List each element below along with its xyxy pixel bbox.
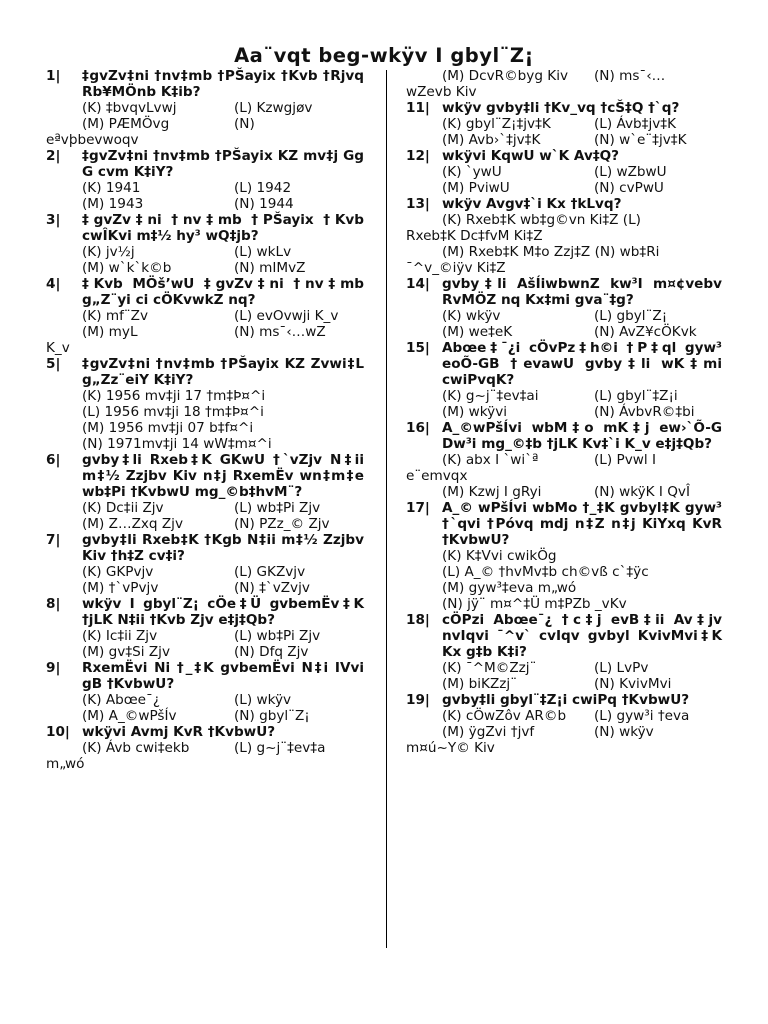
- option-row: [406, 484, 722, 500]
- option: (L) 1942: [234, 180, 292, 196]
- option: (M) 1943: [82, 196, 144, 212]
- option: (M) ÿgZvi †jvf: [442, 724, 535, 740]
- option: (K) Abœe¯¿: [82, 692, 161, 708]
- option: (M) Kzwj I gRyi: [442, 484, 542, 500]
- question-number: 1|: [46, 68, 61, 84]
- question-item: [46, 148, 364, 212]
- question-header: [46, 596, 364, 628]
- option-row: [406, 724, 722, 740]
- question-number: 3|: [46, 212, 61, 228]
- question-text: gvby‡li gbyl¨‡Z¡i cwiPq †KvbwU?: [442, 692, 690, 708]
- question-number: 2|: [46, 148, 61, 164]
- option-row: [46, 740, 364, 756]
- option: (N) jÿ¨ m¤^‡Ü m‡PZb _vKv: [442, 596, 627, 612]
- question-header: [406, 340, 722, 388]
- question-item: [406, 196, 722, 276]
- question-header: [406, 276, 722, 308]
- question-text: wkÿv I gbyl¨Z¡ cÖe‡Ü gvbemËv‡K †jLK N‡ii †Kvb Zjv e‡j‡Qb?: [82, 596, 364, 628]
- option: (L) gbyl¨‡Z¡i: [594, 388, 678, 404]
- question-header: [46, 660, 364, 692]
- option: (N) AvZ¥cÖKvk: [594, 324, 697, 340]
- question-item: [46, 276, 364, 356]
- option: (M) PÆMÖvg: [82, 116, 170, 132]
- question-item: [46, 660, 364, 724]
- question-item: [406, 692, 722, 756]
- option: (N) mIMvZ: [234, 260, 306, 276]
- option-row: [46, 580, 364, 596]
- option: (M) wkÿvi: [442, 404, 508, 420]
- option: (L) evOvwji K_v: [234, 308, 339, 324]
- question-number: 4|: [46, 276, 61, 292]
- question-text: A_©wPšÍvi wbM‡o mK‡j ew›`Õ-G Dw³i mg_©‡b †jLK Kv‡`i K_v e‡j‡Qb?: [442, 420, 722, 452]
- option: (N) gbyl¨Z¡: [234, 708, 310, 724]
- question-item: [46, 452, 364, 532]
- option: (N): [234, 116, 255, 132]
- option-continuation: wZevb Kiv: [406, 84, 477, 100]
- option-row: [46, 260, 364, 276]
- option: (L) gyw³i †eva: [594, 708, 690, 724]
- option-row: [46, 708, 364, 724]
- question-header: [406, 100, 722, 116]
- option: (L) wb‡Pi Zjv: [234, 500, 321, 516]
- option-m: (M) DcvR©byg Kiv: [442, 68, 569, 84]
- question-header: [46, 276, 364, 308]
- option: (L) wkLv: [234, 244, 292, 260]
- option-row: [46, 644, 364, 660]
- option: (M) biKZzj¨: [442, 676, 517, 692]
- option: (N) wkÿv: [594, 724, 654, 740]
- option: (K) mf¨Zv: [82, 308, 149, 324]
- option: (K) `ywU: [442, 164, 502, 180]
- question-number: 18|: [406, 612, 430, 628]
- question-item: [406, 100, 722, 148]
- option: (M) gv‡Si Zjv: [82, 644, 170, 660]
- question-header: [406, 500, 722, 548]
- option: (K) 1941: [82, 180, 141, 196]
- option-row: [46, 180, 364, 196]
- option-row: [406, 324, 722, 340]
- question-header: [46, 532, 364, 564]
- option: (L) gbyl¨Z¡: [594, 308, 668, 324]
- question-text: wkÿv gvby‡li †Kv_vq †cŠ‡Q †`q?: [442, 100, 680, 116]
- question-item: [46, 724, 364, 772]
- left-column: [46, 68, 364, 772]
- option: (K) Ávb cwi‡ekb: [82, 740, 190, 756]
- option: (M) Avb›`‡jv‡K: [442, 132, 541, 148]
- option: (L) A_© †hvMv‡b ch©vß c`‡ÿc: [442, 564, 649, 580]
- option: (M) †`vPvjv: [82, 580, 159, 596]
- option-row: [406, 308, 722, 324]
- option: (L) g~j¨‡ev‡a: [234, 740, 326, 756]
- option-row: [406, 404, 722, 420]
- question-number: 14|: [406, 276, 430, 292]
- option-continuation: eªvþbevwoqv: [46, 132, 139, 148]
- question-text: gvby‡li AšÍiwbwnZ kw³I m¤¢vebv RvMÖZ nq Kx‡mi gva¨‡g?: [442, 276, 722, 308]
- question-header: [46, 724, 364, 740]
- question-item: [406, 276, 722, 340]
- option: (K) 1956 mv‡ji 17 †m‡Þ¤^i: [82, 388, 266, 404]
- question-item: [406, 612, 722, 692]
- question-text: ‡Kvb MÖš’wU ‡gvZv‡ni †nv‡mb g„Z¨yi ci cÖKvwkZ nq?: [82, 276, 364, 308]
- question-number: 6|: [46, 452, 61, 468]
- question-item: [46, 356, 364, 452]
- question-number: 19|: [406, 692, 430, 708]
- option: (K) ‡bvqvLvwj: [82, 100, 177, 116]
- option: (N) PZz_© Zjv: [234, 516, 330, 532]
- question-number: 10|: [46, 724, 70, 740]
- option: (N) Dfq Zjv: [234, 644, 309, 660]
- question-number: 17|: [406, 500, 430, 516]
- column-divider: [386, 70, 387, 948]
- question-text: gvby‡li Rxeb‡K GKwU †`vZjv N‡ii m‡½ Zzjbv Kiv n‡j RxemËv wn‡m‡e wb‡Pi †KvbwU mg_©b‡hvM¨?: [82, 452, 364, 500]
- question-header: [46, 356, 364, 388]
- option-line: ¯^v_©iÿv Ki‡Z: [406, 260, 506, 276]
- question-item: [406, 500, 722, 612]
- question-text: A_© wPšÍvi wbMo †_‡K gvbyl‡K gyw³ †`qvi †Póvq mdj n‡Z n‡j KiYxq KvR †KvbwU?: [442, 500, 722, 548]
- option: (N) w`e¨‡jv‡K: [594, 132, 687, 148]
- option: (K) Ic‡ii Zjv: [82, 628, 158, 644]
- option: (L) 1956 mv‡ji 18 †m‡Þ¤^i: [82, 404, 264, 420]
- option-row: [46, 692, 364, 708]
- question-number: 7|: [46, 532, 61, 548]
- question-header: [46, 452, 364, 500]
- question-text: wkÿvi Avmj KvR †KvbwU?: [82, 724, 276, 740]
- option: (K) GKPvjv: [82, 564, 154, 580]
- option: (L) wZbwU: [594, 164, 667, 180]
- option: (N) ÁvbvR©‡bi: [594, 404, 695, 420]
- option: (K) cÖwZôv AR©b: [442, 708, 567, 724]
- question-text: cÖPzi Abœe¯¿ †c‡j evB‡ii Av‡jv nvIqvi ¯^v` cvIqv gvbyl KvivMvi‡K Kx g‡b K‡i?: [442, 612, 722, 660]
- question-item: [46, 212, 364, 276]
- option: (M) PviwU: [442, 180, 510, 196]
- question-number: 9|: [46, 660, 61, 676]
- right-question-list: [406, 100, 722, 756]
- question-header: [46, 148, 364, 180]
- option: (L) LvPv: [594, 660, 649, 676]
- option-row: [406, 132, 722, 148]
- option-row: [46, 628, 364, 644]
- continued-options: [406, 68, 722, 84]
- option-row: [406, 388, 722, 404]
- option: (N) ms¯‹…wZ: [234, 324, 326, 340]
- option-row: [46, 564, 364, 580]
- option: (N) KvivMvi: [594, 676, 672, 692]
- question-text: Abœe‡¯¿i cÖvPz‡h©i †P‡ql gyw³ eoÕ-GB †evawU gvby‡li wK‡mi cwiPvqK?: [442, 340, 722, 388]
- option-continuation: m¤ú~Y© Kiv: [406, 740, 495, 756]
- option-row: [46, 100, 364, 116]
- question-text: ‡gvZv‡ni †nv‡mb †PŠayix KZ mv‡j Gg G cvm K‡iY?: [82, 148, 364, 180]
- right-column: [406, 68, 722, 756]
- question-header: [46, 212, 364, 244]
- option-row: [46, 116, 364, 132]
- option-n: (N) ms¯‹…: [594, 68, 666, 84]
- option-row: [46, 308, 364, 324]
- option-line: Rxeb‡K Dc‡fvM Ki‡Z: [406, 228, 543, 244]
- question-number: 15|: [406, 340, 430, 356]
- option: (M) w`k`k©b: [82, 260, 172, 276]
- question-item: [406, 148, 722, 196]
- option: (L) Ávb‡jv‡K: [594, 116, 677, 132]
- option-row: [46, 196, 364, 212]
- question-text: wkÿv Avgv‡`i Kx †kLvq?: [442, 196, 622, 212]
- option: (N) 1944: [234, 196, 294, 212]
- option-continuation: m„wó: [46, 756, 85, 772]
- option: (K) K‡Vvi cwikÖg: [442, 548, 557, 564]
- option: (K) wkÿv: [442, 308, 501, 324]
- option: (M) we‡eK: [442, 324, 513, 340]
- question-text: RxemËvi Ni †_‡K gvbemËvi N‡i IVvi gB †KvbwU?: [82, 660, 364, 692]
- option: (M) 1956 mv‡ji 07 b‡f¤^i: [82, 420, 254, 436]
- question-text: wkÿvi KqwU w`K Av‡Q?: [442, 148, 620, 164]
- option-row: [46, 244, 364, 260]
- option: (L) wb‡Pi Zjv: [234, 628, 321, 644]
- option: (K) Dc‡ii Zjv: [82, 500, 164, 516]
- option-continuation: K_v: [46, 340, 70, 356]
- question-number: 12|: [406, 148, 430, 164]
- option: (L) Kzwgjøv: [234, 100, 313, 116]
- question-header: [46, 68, 364, 100]
- question-text: ‡gvZv‡ni †nv‡mb †PŠayix KZ Zvwi‡L g„Zz¨eiY K‡iY?: [82, 356, 364, 388]
- option: (N) 1971mv‡ji 14 wW‡m¤^i: [82, 436, 272, 452]
- question-header: [406, 692, 722, 708]
- page-title: Aa¨vqt beg-wkÿv I gbyl¨Z¡: [234, 44, 534, 67]
- question-number: 16|: [406, 420, 430, 436]
- option: (K) ¯^M©Zzj¨: [442, 660, 537, 676]
- question-item: [46, 68, 364, 148]
- question-number: 5|: [46, 356, 61, 372]
- question-number: 11|: [406, 100, 430, 116]
- option: (M) A_©wPšÍv: [82, 708, 177, 724]
- option-row: [406, 452, 722, 468]
- question-header: [406, 420, 722, 452]
- question-text: ‡gvZv‡ni †nv‡mb †PŠayix †Kvb †Rjvq Rb¥MÖnb K‡ib?: [82, 68, 364, 100]
- option: (M) gyw³‡eva m„wó: [442, 580, 577, 596]
- option: (M) Z…Zxq Zjv: [82, 516, 184, 532]
- option-line: (K) Rxeb‡K wb‡g©vn Ki‡Z (L): [442, 212, 641, 228]
- option-row: [406, 164, 722, 180]
- option: (N) wkÿK I QvÎ: [594, 484, 690, 500]
- option: (L) Pvwl I: [594, 452, 656, 468]
- option: (L) GKZvjv: [234, 564, 306, 580]
- option: (L) wkÿv: [234, 692, 292, 708]
- option: (M) myL: [82, 324, 138, 340]
- question-header: [406, 612, 722, 660]
- question-header: [406, 148, 722, 164]
- option: (K) abx I `wi`ª: [442, 452, 539, 468]
- option: (N) cvPwU: [594, 180, 664, 196]
- option: (K) gbyl¨Z¡‡jv‡K: [442, 116, 551, 132]
- question-number: 8|: [46, 596, 61, 612]
- question-text: gvby‡li Rxeb‡K †Kgb N‡ii m‡½ Zzjbv Kiv †h‡Z cv‡i?: [82, 532, 364, 564]
- option: (K) g~j¨‡ev‡ai: [442, 388, 539, 404]
- option-row: [46, 516, 364, 532]
- option-row: [406, 116, 722, 132]
- option-line: (M) Rxeb‡K M‡o Zzj‡Z (N) wb‡Ri: [442, 244, 660, 260]
- option: (N) ‡`vZvjv: [234, 580, 310, 596]
- question-number: 13|: [406, 196, 430, 212]
- question-item: [406, 340, 722, 420]
- option-row: [406, 180, 722, 196]
- option-row: [46, 324, 364, 340]
- question-header: [406, 196, 722, 212]
- option-row: [406, 660, 722, 676]
- question-item: [46, 596, 364, 660]
- option-row: [46, 500, 364, 516]
- option-row: [406, 708, 722, 724]
- option-continuation: e¨emvqx: [406, 468, 468, 484]
- question-text: ‡gvZv‡ni †nv‡mb †PŠayix †Kvb cwÎKvi m‡½ hy³ wQ‡jb?: [82, 212, 364, 244]
- question-item: [406, 420, 722, 500]
- option: (K) jv½j: [82, 244, 135, 260]
- option-row: [406, 676, 722, 692]
- question-item: [46, 532, 364, 596]
